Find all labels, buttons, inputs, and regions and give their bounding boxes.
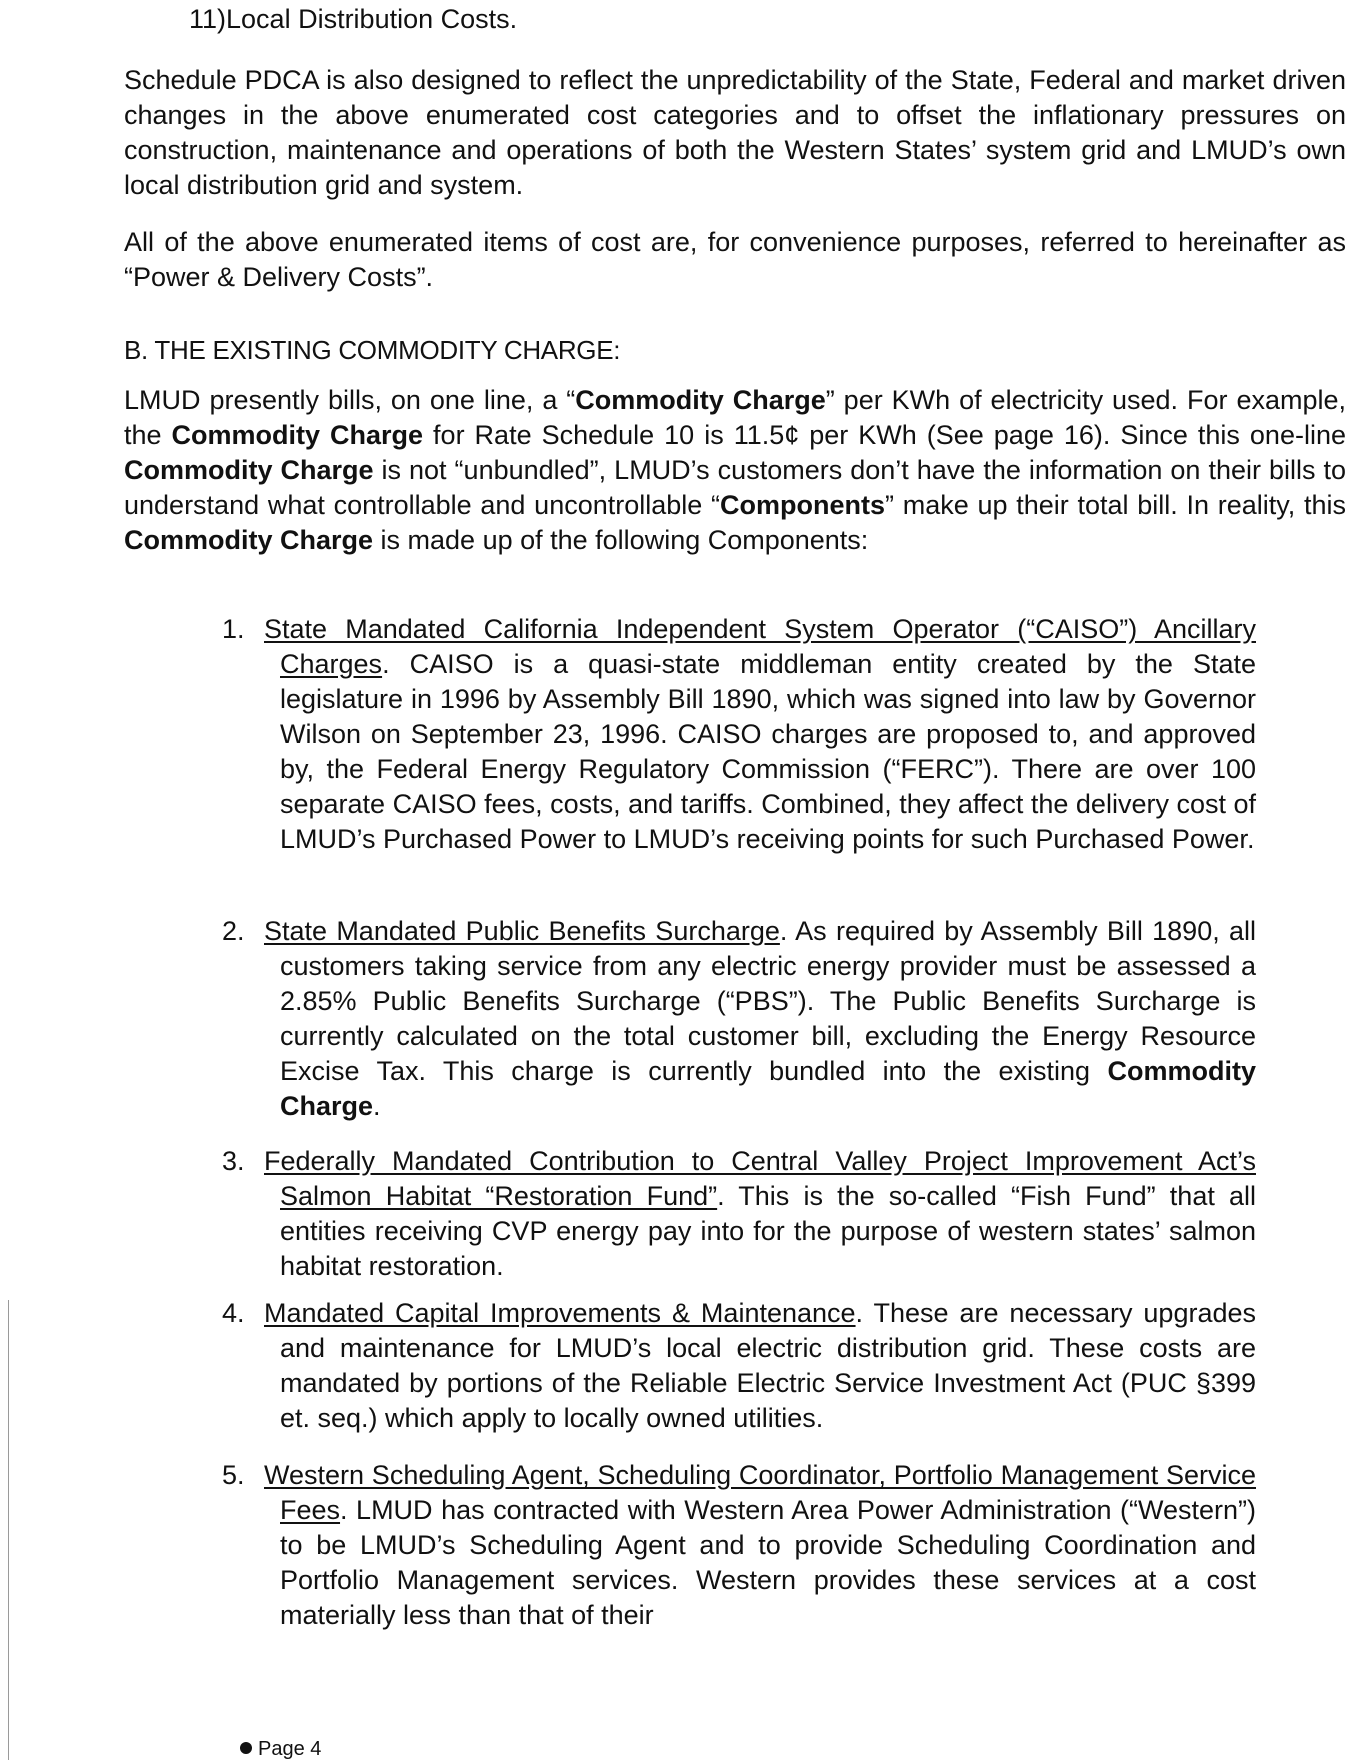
list-item-body: State Mandated Public Benefits Surcharge. As required by Assembly Bill 1890, all customers taking service from any electric energy provider must be assessed a 2.85% Public Benefits Surcharge (“PBS”). The Public Benefits Surcharge is currently calculated on the total customer bill, excluding the Energy Resource Excise Tax. This charge is currently bundled into the existing Commodity Charge. xyxy=(264,916,1257,1121)
list-item-body: Federally Mandated Contribution to Central Valley Project Improvement Act’s Salmon Habitat “Restoration Fund”. This is the so-called “Fish Fund” that all entities receiving CVP energy pay into for the purpose of western states’ salmon habitat restoration. xyxy=(264,1146,1256,1281)
list-item-body: Mandated Capital Improvements & Maintenance. These are necessary upgrades and maintenance for LMUD’s local electric distribution grid. These costs are mandated by portions of the Reliable Electric Service Investment Act (PUC §399 et. seq.) which apply to locally owned utilities. xyxy=(264,1298,1257,1433)
scan-edge-line xyxy=(8,1300,9,1760)
page-footer xyxy=(240,1738,321,1760)
list-number: 2. xyxy=(222,916,245,946)
list-item xyxy=(222,612,1256,857)
list-number: 5. xyxy=(222,1460,245,1490)
paragraph-pdca: Schedule PDCA is also designed to reflect the unpredictability of the State, Federal and market driven changes in the above enumerated cost categories and to offset the inflationary pressures on construction, maintenance and operations of both the Western States’ system grid and LMUD’s own local distribution grid and system. xyxy=(124,65,1346,200)
list-item xyxy=(222,1144,1256,1284)
list-item-11: 11)Local Distribution Costs. xyxy=(189,4,518,34)
item-title: State Mandated Public Benefits Surcharge xyxy=(264,916,780,946)
item-title: Federally Mandated Contribution to Central Valley Project Improvement Act’s Salmon Habitat “Restoration Fund” xyxy=(264,1146,1256,1211)
list-item-body: Western Scheduling Agent, Scheduling Coordinator, Portfolio Management Service Fees. LMUD has contracted with Western Area Power Administration (“Western”) to be LMUD’s Scheduling Agent and to provide Scheduling Coordination and Portfolio Management services. Western provides these services at a cost materially less than that of their xyxy=(264,1460,1256,1630)
list-number: 4. xyxy=(222,1298,245,1328)
page-number: Page 4 xyxy=(258,1738,322,1760)
item-title: Mandated Capital Improvements & Maintenance xyxy=(264,1298,856,1328)
list-number: 3. xyxy=(222,1146,245,1176)
section-heading-b: B. THE EXISTING COMMODITY CHARGE: xyxy=(124,335,621,365)
bullet-icon xyxy=(240,1742,252,1754)
paragraph-commodity-charge: LMUD presently bills, on one line, a “Commodity Charge” per KWh of electricity used. For example, the Commodity Charge for Rate Schedule 10 is 11.5¢ per KWh (See page 16). Since this one-line Commodity Charge is not “unbundled”, LMUD’s customers don’t have the information on their bills to understand what controllable and uncontrollable “Components” make up their total bill. In reality, this Commodity Charge is made up of the following Components: xyxy=(124,385,1346,555)
item-title: Western Scheduling Agent, Scheduling Coordinator, Portfolio Management Service Fees xyxy=(264,1460,1256,1525)
list-item xyxy=(222,1458,1256,1633)
list-number: 1. xyxy=(222,614,245,644)
list-item xyxy=(222,914,1256,1124)
paragraph-power-delivery: All of the above enumerated items of cost are, for convenience purposes, referred to hereinafter as “Power & Delivery Costs”. xyxy=(124,227,1346,292)
list-item-body: State Mandated California Independent System Operator (“CAISO”) Ancillary Charges. CAISO is a quasi-state middleman entity created by the State legislature in 1996 by Assembly Bill 1890, which was signed into law by Governor Wilson on September 23, 1996. CAISO charges are proposed to, and approved by, the Federal Energy Regulatory Commission (“FERC”). There are over 100 separate CAISO fees, costs, and tariffs. Combined, they affect the delivery cost of LMUD’s Purchased Power to LMUD’s receiving points for such Purchased Power. xyxy=(264,614,1256,854)
item-title: State Mandated California Independent System Operator (“CAISO”) Ancillary Charges xyxy=(264,614,1256,679)
list-item xyxy=(222,1296,1256,1436)
